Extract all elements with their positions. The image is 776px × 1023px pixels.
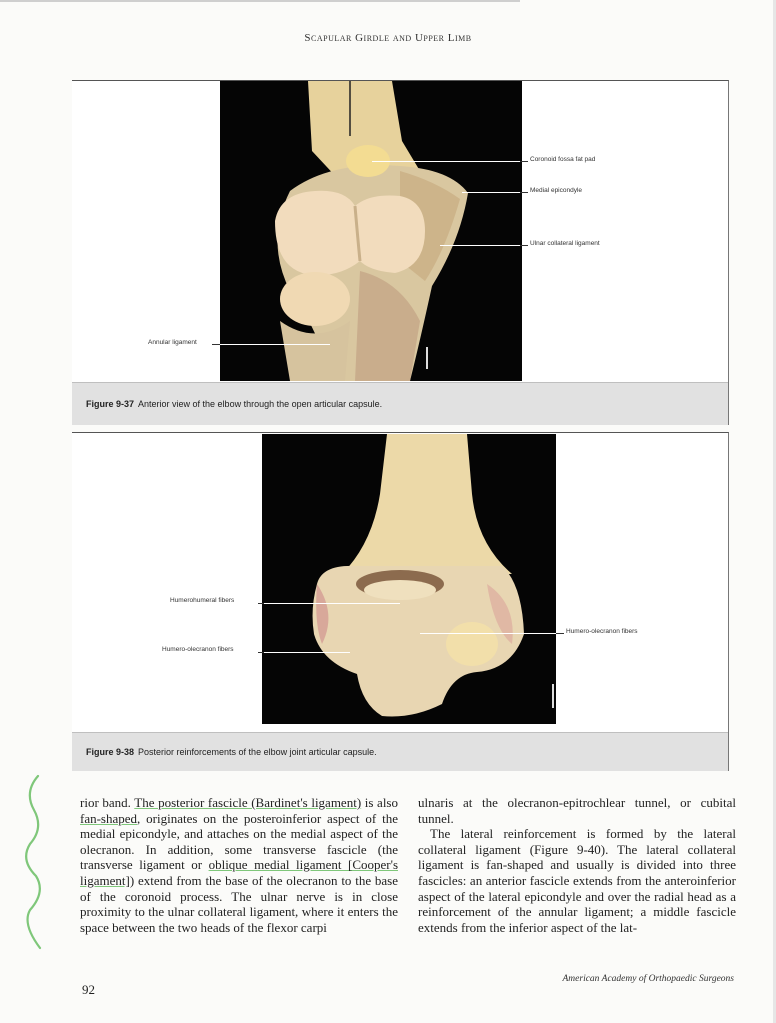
leader-annular-tail [212, 344, 220, 345]
text-run: is also [361, 795, 398, 810]
anterior-elbow-illustration [220, 81, 522, 381]
figure-number: Figure 9-37 [86, 399, 135, 409]
underlined-text: fan-shaped [80, 810, 138, 826]
leader-medial-epicondyle-tail [520, 192, 528, 193]
posterior-elbow-photo [262, 434, 556, 724]
figure-9-38 [72, 432, 729, 771]
label-humero-olecranon-fibers-left: Humero-olecranon fibers [162, 646, 234, 653]
figure-9-37-caption [72, 382, 728, 425]
label-annular-ligament: Annular ligament [148, 339, 197, 346]
leader-medial-epicondyle [462, 192, 520, 193]
label-humero-olecranon-fibers-right: Humero-olecranon fibers [566, 628, 638, 635]
label-humerohumeral-fibers: Humerohumeral fibers [170, 597, 235, 604]
paragraph [80, 795, 398, 935]
underlined-text: oblique medial ligament [Cooper's ligament] [80, 857, 398, 888]
leader-humero-olecranon-right-tail [556, 633, 564, 634]
caption-text: Posterior reinforcements of the elbow joint articular capsule. [138, 747, 377, 757]
page-number: 92 [82, 982, 95, 997]
text-run: ) extend from the base of the olecranon to the base of the coronoid process. The ulnar nerve is in close proximity to the ulnar collateral ligament, where it enters the space between the two heads of the flexor carpi [80, 872, 398, 935]
paragraph: ulnaris at the olecranon-epitrochlear tunnel, or cubital tunnel. [418, 795, 736, 826]
leader-coronoid [372, 161, 520, 162]
leader-humero-olecranon-left [264, 652, 350, 653]
label-ulnar-collateral-ligament: Ulnar collateral ligament [530, 240, 600, 247]
paragraph: The lateral reinforcement is formed by the lateral collateral ligament (Figure 9-40). The lateral collateral ligament is fan-shaped and usually is divided into three fascicles: an anterior fascicle extends from the anteroinferior aspect of the lateral epicondyle and over the radial head as a reinforcement of the annular ligament; a middle fascicle extends from the inferior aspect of the lat- [418, 826, 736, 935]
leader-ulnar-collateral [440, 245, 520, 246]
leader-ulnar-collateral-tail [520, 245, 528, 246]
running-head: Scapular Girdle and Upper Limb [304, 32, 472, 44]
margin-bracket-annotation [16, 772, 52, 952]
caption-text: Anterior view of the elbow through the open articular capsule. [138, 399, 383, 409]
top-rule [0, 0, 520, 2]
figure-number: Figure 9-38 [86, 747, 135, 757]
text-run: , originates on the posteroinferior aspect of the medial epicondyle, and attaches on the medial aspect of the olecranon. In addition, some transverse fascicle (the transverse ligament or [80, 810, 398, 873]
figure-9-38-caption [72, 732, 728, 771]
label-coronoid-fossa-fat-pad: Coronoid fossa fat pad [530, 156, 596, 163]
body-column-right [418, 795, 736, 935]
leader-humero-olecranon-right [420, 633, 556, 634]
leader-humerohumeral [264, 603, 400, 604]
body-column-left [80, 795, 398, 935]
underlined-text: The posterior fascicle (Bardinet's ligament) [134, 795, 362, 810]
posterior-elbow-illustration [262, 434, 556, 724]
anterior-elbow-photo [220, 81, 522, 381]
figure-9-37 [72, 80, 729, 425]
publisher-footer: American Academy of Orthopaedic Surgeons [562, 974, 734, 984]
text-run: rior band. [80, 795, 135, 810]
label-medial-epicondyle: Medial epicondyle [530, 187, 583, 194]
leader-annular [220, 344, 330, 345]
leader-coronoid-tail [520, 161, 528, 162]
